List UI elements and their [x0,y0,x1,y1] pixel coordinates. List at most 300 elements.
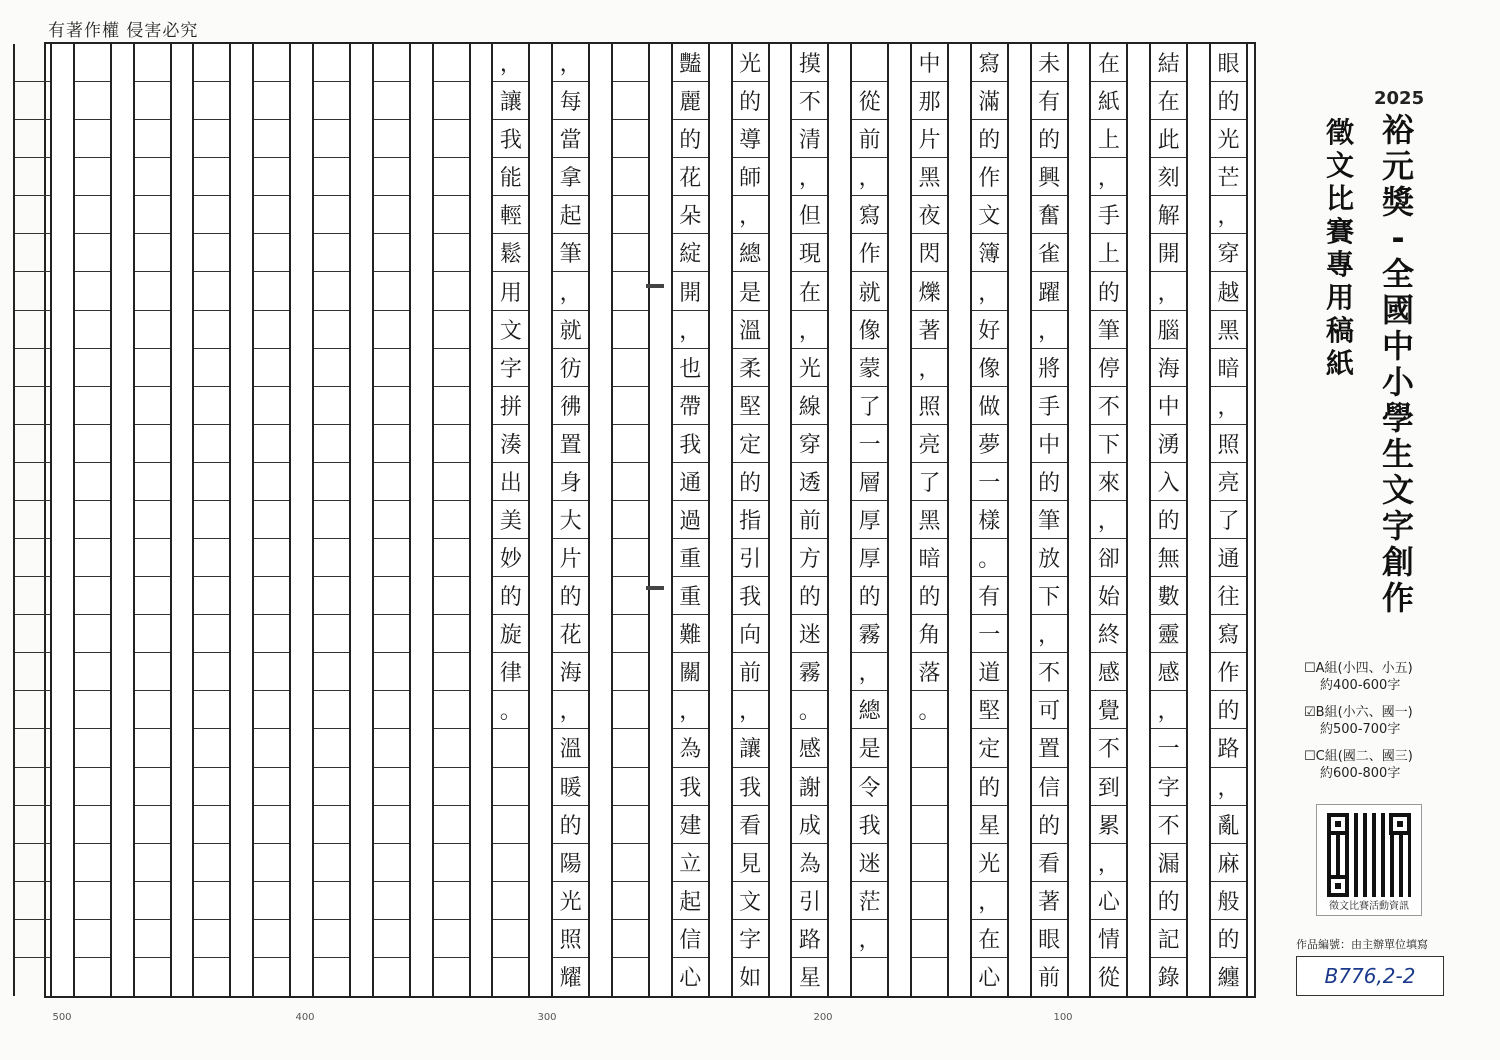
manuscript-cell: 的 [1032,120,1067,158]
manuscript-column [1030,44,1069,996]
manuscript-cell [75,958,110,996]
manuscript-cell: ， [1091,158,1126,196]
manuscript-cell: 摸 [792,44,827,82]
option-group-a-label: ☐A組(小四、小五) [1304,661,1413,676]
manuscript-cell [135,425,170,463]
manuscript-cell: 難 [673,615,708,653]
manuscript-cell: ， [792,158,827,196]
manuscript-cell [374,577,409,615]
qr-finder-icon [1327,813,1349,835]
manuscript-cell [194,882,229,920]
manuscript-cell [15,311,50,349]
manuscript-cell: 記 [1151,920,1186,958]
manuscript-cell [194,577,229,615]
manuscript-cell: 起 [553,196,588,234]
manuscript-cell: 美 [493,501,528,539]
manuscript-cell [613,158,648,196]
manuscript-cell: 海 [1151,349,1186,387]
manuscript-cell: 奮 [1032,196,1067,234]
manuscript-cell [15,691,50,729]
manuscript-cell: 作 [972,158,1007,196]
manuscript-cell: 漏 [1151,844,1186,882]
manuscript-cell: 心 [679,966,702,992]
manuscript-cell [135,768,170,806]
manuscript-cell: 不 [792,82,827,120]
manuscript-cell: 此 [1151,120,1186,158]
manuscript-cell: 總 [852,691,887,729]
manuscript-cell: 眼 [1032,920,1067,958]
manuscript-cell [374,691,409,729]
manuscript-cell: 筆 [553,234,588,272]
manuscript-cell: 迷 [792,615,827,653]
manuscript-cell [314,806,349,844]
manuscript-cell: 暗 [1211,349,1246,387]
manuscript-cell [194,463,229,501]
manuscript-column [1089,44,1128,996]
manuscript-cell: 照 [912,387,947,425]
manuscript-cell [374,82,409,120]
manuscript-cell: 現 [792,234,827,272]
manuscript-cell [75,44,110,82]
qr-code-panel[interactable] [1316,804,1422,916]
manuscript-cell [194,539,229,577]
manuscript-cell: 見 [733,844,768,882]
manuscript-cell: 溫 [733,311,768,349]
manuscript-cell [912,768,947,806]
manuscript-cell: 數 [1151,577,1186,615]
manuscript-cell: 堅 [972,691,1007,729]
manuscript-cell: 當 [553,120,588,158]
manuscript-cell [135,82,170,120]
manuscript-cell [434,882,469,920]
manuscript-cell [15,577,50,615]
manuscript-cell: 綻 [673,234,708,272]
manuscript-cell: 陽 [553,844,588,882]
manuscript-cell [434,158,469,196]
manuscript-cell [314,44,349,82]
manuscript-cell: 前 [733,653,768,691]
manuscript-cell [314,272,349,310]
manuscript-cell [194,958,229,996]
manuscript-cell [75,729,110,767]
manuscript-column [73,44,112,996]
manuscript-cell: 纏 [1217,966,1240,992]
manuscript-cell: 的 [792,577,827,615]
manuscript-cell [613,958,648,996]
manuscript-cell [135,806,170,844]
entry-number-label: 作品編號：由主辦單位填寫 [1296,938,1428,951]
manuscript-column [671,44,710,996]
manuscript-cell [135,958,170,996]
manuscript-cell [15,729,50,767]
manuscript-cell [15,387,50,425]
manuscript-cell [135,196,170,234]
manuscript-cell: 感 [1151,653,1186,691]
manuscript-cell [314,691,349,729]
manuscript-column [1149,44,1188,996]
manuscript-cell: 光 [553,882,588,920]
manuscript-cell [135,44,170,82]
manuscript-cell: 樣 [972,501,1007,539]
manuscript-cell [912,920,947,958]
manuscript-cell [135,272,170,310]
manuscript-cell [613,768,648,806]
manuscript-cell: ， [733,691,768,729]
qr-caption: 徵文比賽活動資訊 [1329,901,1409,912]
manuscript-cell: 耀 [559,966,582,992]
manuscript-cell: 無 [1151,539,1186,577]
manuscript-cell: 師 [733,158,768,196]
manuscript-cell: 大 [553,501,588,539]
manuscript-cell: 雀 [1032,234,1067,272]
manuscript-cell: 來 [1091,463,1126,501]
manuscript-cell [434,729,469,767]
contest-subtitle: 徵文比賽專用稿紙 [1325,116,1354,380]
manuscript-cell [434,463,469,501]
manuscript-cell: 柔 [733,349,768,387]
manuscript-cell: 我 [733,577,768,615]
manuscript-cell [135,387,170,425]
manuscript-cell [314,349,349,387]
manuscript-cell [135,349,170,387]
manuscript-cell [254,425,289,463]
manuscript-cell: 拼 [493,387,528,425]
manuscript-cell [314,920,349,958]
manuscript-cell: 身 [553,463,588,501]
manuscript-cell: 文 [733,882,768,920]
manuscript-cell: ， [972,272,1007,310]
manuscript-cell: 紙 [1091,82,1126,120]
manuscript-cell [613,577,648,615]
manuscript-cell [314,158,349,196]
manuscript-cell: 朵 [673,196,708,234]
manuscript-cell: ， [673,311,708,349]
manuscript-cell [75,539,110,577]
manuscript-cell: 文 [972,196,1007,234]
manuscript-cell: 看 [733,806,768,844]
manuscript-column [13,44,52,996]
manuscript-cell: 層 [852,463,887,501]
manuscript-cell [912,958,947,996]
manuscript-cell: 照 [1211,425,1246,463]
manuscript-cell [434,768,469,806]
manuscript-cell: 著 [912,311,947,349]
manuscript-cell [254,768,289,806]
manuscript-cell: 我 [673,425,708,463]
manuscript-cell [613,844,648,882]
manuscript-cell: 解 [1151,196,1186,234]
fold-mark [646,284,664,288]
manuscript-cell: 筆 [1091,311,1126,349]
manuscript-cell [852,44,887,82]
manuscript-cell: 中 [1151,387,1186,425]
manuscript-cell: 前 [792,501,827,539]
manuscript-cell: ， [1032,311,1067,349]
manuscript-cell [374,653,409,691]
manuscript-cell [15,653,50,691]
manuscript-cell: 路 [792,920,827,958]
manuscript-cell [254,844,289,882]
manuscript-cell: 情 [1091,920,1126,958]
manuscript-cell [254,44,289,82]
manuscript-cell: ， [553,272,588,310]
manuscript-cell: 作 [852,234,887,272]
manuscript-cell [314,311,349,349]
manuscript-cell: 的 [1211,691,1246,729]
manuscript-cell [434,806,469,844]
manuscript-cell: 的 [1032,806,1067,844]
manuscript-cell [194,44,229,82]
manuscript-cell: 亂 [1211,806,1246,844]
manuscript-cell: 定 [972,729,1007,767]
manuscript-cell [912,882,947,920]
manuscript-cell: 的 [733,82,768,120]
manuscript-cell: 有 [972,577,1007,615]
manuscript-cell: 感 [792,729,827,767]
manuscript-cell: ， [1151,691,1186,729]
manuscript-cell: 錄 [1157,966,1180,992]
qr-finder-icon [1389,813,1411,835]
manuscript-cell [314,234,349,272]
manuscript-cell [194,425,229,463]
manuscript-cell: 我 [673,768,708,806]
manuscript-cell: 堅 [733,387,768,425]
manuscript-cell: 停 [1091,349,1126,387]
manuscript-column [850,44,889,996]
manuscript-cell: 我 [852,806,887,844]
manuscript-cell: 像 [852,311,887,349]
manuscript-cell: 建 [673,806,708,844]
manuscript-cell [194,920,229,958]
manuscript-cell: 結 [1151,44,1186,82]
manuscript-cell: 定 [733,425,768,463]
manuscript-column [252,44,291,996]
manuscript-cell [254,311,289,349]
manuscript-cell [314,539,349,577]
manuscript-cell: 穿 [1211,234,1246,272]
group-options [1304,660,1413,792]
manuscript-cell: 從 [852,82,887,120]
manuscript-cell: ， [553,691,588,729]
manuscript-cell [15,82,50,120]
manuscript-cell [434,653,469,691]
manuscript-cell: 爍 [912,272,947,310]
manuscript-cell [194,82,229,120]
manuscript-cell: 躍 [1032,272,1067,310]
manuscript-cell: 。 [912,691,947,729]
manuscript-cell: 一 [852,425,887,463]
manuscript-cell: 厚 [852,539,887,577]
manuscript-cell [194,501,229,539]
manuscript-cell: 了 [852,387,887,425]
manuscript-cell [15,44,50,82]
manuscript-cell [314,768,349,806]
manuscript-cell: 指 [733,501,768,539]
manuscript-cell [75,234,110,272]
manuscript-cell [434,311,469,349]
manuscript-cell: 累 [1091,806,1126,844]
manuscript-cell: 的 [852,577,887,615]
manuscript-cell [314,653,349,691]
manuscript-cell [15,768,50,806]
manuscript-cell [75,501,110,539]
manuscript-cell: 信 [673,920,708,958]
manuscript-cell [613,349,648,387]
manuscript-cell [314,615,349,653]
manuscript-cell [613,463,648,501]
manuscript-cell: ， [1091,844,1126,882]
manuscript-cell [135,234,170,272]
manuscript-cell: 眼 [1211,44,1246,82]
manuscript-column [312,44,351,996]
manuscript-cell: 信 [1032,768,1067,806]
manuscript-cell [374,768,409,806]
manuscript-cell [912,729,947,767]
manuscript-cell: 透 [792,463,827,501]
manuscript-cell: 光 [972,844,1007,882]
manuscript-cell: 亮 [1211,463,1246,501]
manuscript-cell: 線 [792,387,827,425]
manuscript-cell [15,158,50,196]
manuscript-cell: 的 [1032,463,1067,501]
manuscript-cell: 中 [912,44,947,82]
manuscript-cell: 的 [1151,882,1186,920]
manuscript-cell [135,463,170,501]
manuscript-cell [613,920,648,958]
manuscript-cell [254,882,289,920]
manuscript-cell: 亮 [912,425,947,463]
manuscript-cell: 好 [972,311,1007,349]
manuscript-cell: 豔 [673,44,708,82]
manuscript-cell: ， [1032,615,1067,653]
manuscript-cell: ， [852,653,887,691]
manuscript-cell: 路 [1211,729,1246,767]
manuscript-cell: 是 [852,729,887,767]
manuscript-cell: 前 [1038,966,1061,992]
manuscript-cell [15,463,50,501]
manuscript-cell [374,425,409,463]
manuscript-cell [493,729,528,767]
manuscript-cell [194,234,229,272]
manuscript-cell [135,539,170,577]
manuscript-cell [434,577,469,615]
manuscript-cell: 湊 [493,425,528,463]
manuscript-cell [194,311,229,349]
manuscript-cell: 律 [493,653,528,691]
manuscript-cell [15,120,50,158]
manuscript-cell: 為 [792,844,827,882]
manuscript-cell: 起 [673,882,708,920]
manuscript-cell [75,196,110,234]
manuscript-cell [75,615,110,653]
manuscript-cell: 過 [673,501,708,539]
manuscript-cell: 手 [1091,196,1126,234]
manuscript-cell [314,844,349,882]
manuscript-cell [374,120,409,158]
manuscript-cell: 茫 [852,882,887,920]
manuscript-cell [75,311,110,349]
manuscript-cell: 置 [553,425,588,463]
copyright-notice: 有著作權 侵害必究 [48,21,199,41]
manuscript-cell: 文 [493,311,528,349]
manuscript-cell: 入 [1151,463,1186,501]
manuscript-cell [613,44,648,82]
manuscript-cell: ， [1091,501,1126,539]
manuscript-cell: 向 [733,615,768,653]
manuscript-cell [613,311,648,349]
manuscript-cell [15,234,50,272]
manuscript-cell: 上 [1091,234,1126,272]
manuscript-cell: 了 [1211,501,1246,539]
entry-number-field[interactable]: B776,2-2 [1296,956,1444,996]
manuscript-cell: 感 [1091,653,1126,691]
manuscript-cell [135,920,170,958]
option-group-a[interactable] [1304,660,1413,694]
option-group-b-range: 約500-700字 [1320,722,1401,737]
option-group-c[interactable] [1304,748,1413,782]
manuscript-cell: 卻 [1091,539,1126,577]
manuscript-cell [374,463,409,501]
manuscript-cell [15,349,50,387]
manuscript-cell: 在 [792,272,827,310]
manuscript-cell [254,806,289,844]
manuscript-cell: ， [1211,387,1246,425]
manuscript-cell: 暖 [553,768,588,806]
manuscript-cell: 出 [493,463,528,501]
manuscript-cell: 能 [493,158,528,196]
manuscript-cell: 。 [972,539,1007,577]
manuscript-cell [434,615,469,653]
manuscript-cell: 的 [553,577,588,615]
manuscript-cell: 從 [1097,966,1120,992]
manuscript-cell: 關 [673,653,708,691]
manuscript-cell [374,349,409,387]
manuscript-cell: 寫 [852,196,887,234]
manuscript-cell: 滿 [972,82,1007,120]
contest-year: 2025 [1374,88,1425,109]
manuscript-cell [314,425,349,463]
manuscript-column [432,44,471,996]
manuscript-cell: 靈 [1151,615,1186,653]
manuscript-column [192,44,231,996]
manuscript-cell [374,501,409,539]
manuscript-cell [434,196,469,234]
manuscript-cell: 旋 [493,615,528,653]
manuscript-cell [613,501,648,539]
manuscript-cell: 通 [673,463,708,501]
manuscript-cell [194,844,229,882]
manuscript-cell: 蒙 [852,349,887,387]
manuscript-cell [194,691,229,729]
manuscript-cell: 。 [493,691,528,729]
manuscript-cell: 手 [1032,387,1067,425]
manuscript-cell: 字 [733,920,768,958]
manuscript-cell [314,82,349,120]
manuscript-cell: 黑 [1211,311,1246,349]
manuscript-cell: ， [673,691,708,729]
manuscript-cell [75,349,110,387]
manuscript-cell: 迷 [852,844,887,882]
manuscript-column [1209,44,1248,996]
manuscript-cell [374,882,409,920]
manuscript-cell [613,234,648,272]
manuscript-cell [194,615,229,653]
manuscript-cell: 芒 [1211,158,1246,196]
option-group-b[interactable] [1304,704,1413,738]
manuscript-cell [493,958,528,996]
manuscript-cell: 彿 [553,387,588,425]
manuscript-cell: ， [1151,272,1186,310]
